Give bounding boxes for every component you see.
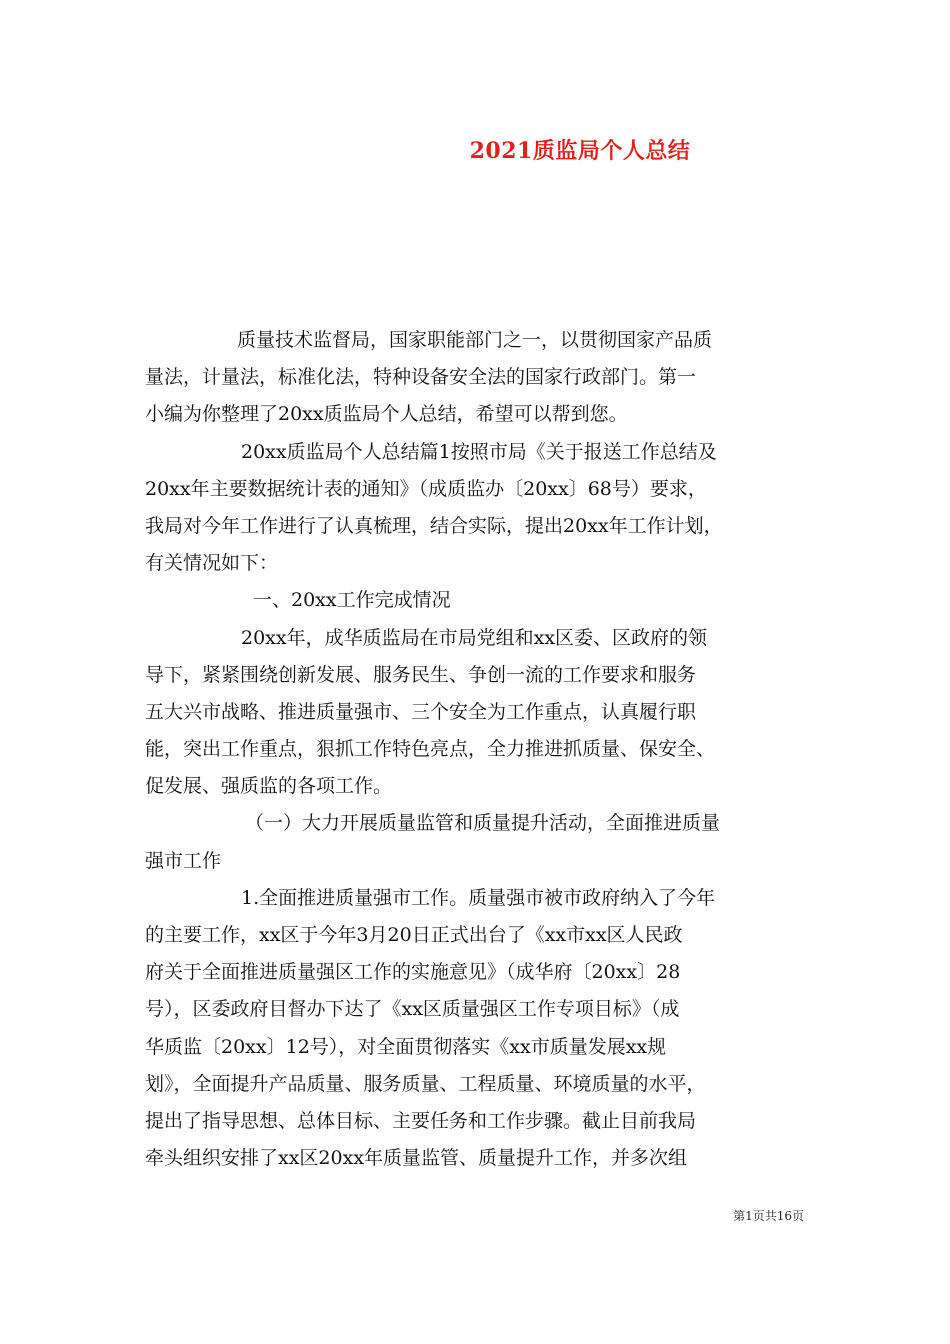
page-number: 第1页共16页 (733, 1209, 804, 1223)
body-line: 20xx年，成华质监局在市局党组和xx区委、区政府的领 (241, 626, 708, 649)
body-line: 府关于全面推进质量强区工作的实施意见》（成华府〔20xx〕28 (145, 961, 681, 984)
body-line: 1.全面推进质量强市工作。质量强市被市政府纳入了今年 (241, 886, 716, 909)
body-line: 质量技术监督局，国家职能部门之一，以贯彻国家产品质 (237, 329, 713, 351)
document-body (145, 322, 835, 1177)
body-line: 划》，全面提升产品质量、服务质量、工程质量、环境质量的水平， (145, 1072, 706, 1095)
body-line: 20xx质监局个人总结篇1按照市局《关于报送工作总结及 (241, 440, 717, 463)
body-line: 提出了指导思想、总体目标、主要任务和工作步骤。截止目前我局 (145, 1109, 697, 1132)
body-line: 我局对今年工作进行了认真梳理，结合实际，提出20xx年工作计划， (145, 514, 723, 537)
body-line: 能，突出工作重点，狠抓工作特色亮点，全力推进抓质量、保安全、 (145, 738, 716, 761)
body-line: 量法，计量法，标准化法，特种设备安全法的国家行政部门。第一 (145, 366, 697, 389)
body-line: 有关情况如下： (145, 552, 279, 575)
body-line: 牵头组织安排了xx区20xx年质量监管、质量提升工作，并多次组 (145, 1147, 688, 1170)
body-line: 华质监〔20xx〕12号），对全面贯彻落实《xx市质量发展xx规 (145, 1035, 667, 1058)
body-line: 促发展、强质监的各项工作。 (145, 775, 393, 798)
section-heading: 一、20xx工作完成情况 (253, 589, 451, 612)
subsection-heading: （一）大力开展质量监管和质量提升活动，全面推进质量 (245, 812, 721, 835)
body-line: 小编为你整理了20xx质监局个人总结，希望可以帮到您。 (145, 403, 628, 426)
body-line: 导下，紧紧围绕创新发展、服务民生、争创一流的工作要求和服务 (145, 663, 697, 686)
document-title: 2021质监局个人总结 (469, 138, 691, 164)
body-line: 强市工作 (145, 849, 222, 872)
body-line: 号），区委政府目督办下达了《xx区质量强区工作专项目标》（成 (145, 998, 680, 1021)
body-line: 20xx年主要数据统计表的通知》（成质监办〔20xx〕68号）要求， (145, 477, 707, 500)
body-line: 的主要工作，xx区于今年3月20日正式出台了《xx市xx区人民政 (145, 924, 683, 946)
body-line: 五大兴市战略、推进质量强市、三个安全为工作重点，认真履行职 (145, 700, 697, 723)
